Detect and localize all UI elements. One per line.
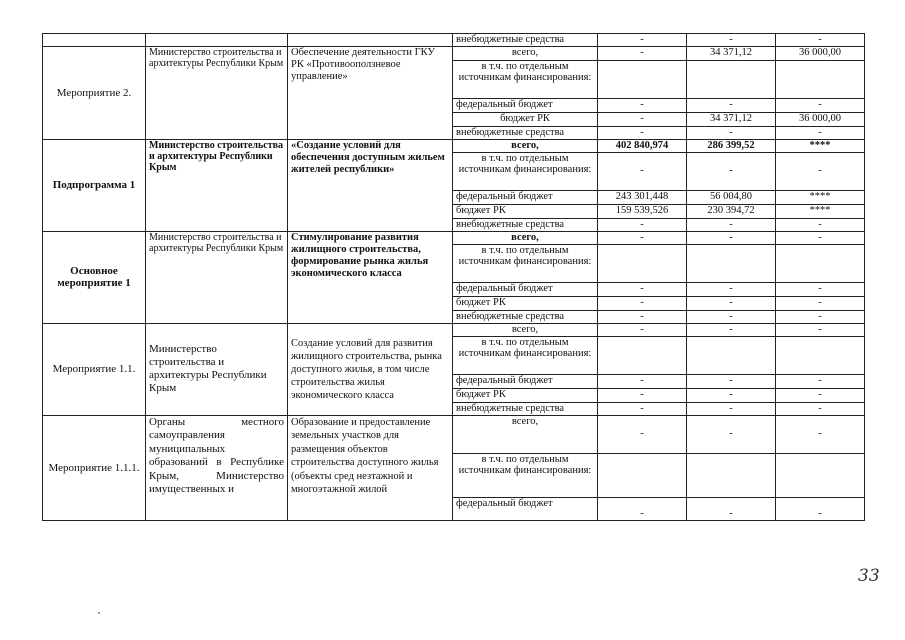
year-3-value: 36 000,00 xyxy=(776,46,865,60)
group-name: Основное мероприятие 1 xyxy=(43,231,146,323)
source-label: федеральный бюджет xyxy=(453,98,598,112)
year-3-value: - xyxy=(776,218,865,231)
year-2-value: - xyxy=(687,218,776,231)
event-title: Образование и предоставление земельных участков для размещения объектов строительства доступного жилья (объекты сред незтажной и многоэтажной жилой xyxy=(288,415,453,520)
year-1-value: - xyxy=(598,218,687,231)
source-label: бюджет РК xyxy=(453,112,598,126)
source-label: внебюджетные средства xyxy=(453,310,598,323)
source-label: внебюджетные средства xyxy=(453,34,598,47)
year-1-value: 243 301,448 xyxy=(598,190,687,204)
year-2-value: - xyxy=(687,374,776,388)
table-row xyxy=(43,139,865,152)
year-1-value xyxy=(598,60,687,98)
year-1-value: 159 539,526 xyxy=(598,204,687,218)
year-3-value: **** xyxy=(776,139,865,152)
year-3-value xyxy=(776,244,865,282)
year-2-value xyxy=(687,336,776,374)
source-label: в т.ч. по отдельным источникам финансирования: xyxy=(453,60,598,98)
year-1-value: - xyxy=(598,126,687,139)
source-label: бюджет РК xyxy=(453,296,598,310)
year-2-value: - xyxy=(687,497,776,520)
year-2-value: 56 004,80 xyxy=(687,190,776,204)
executor: Органы местного самоуправления муниципальных образований в Республике Крым, Министерство имущественных и xyxy=(146,415,288,520)
year-3-value: - xyxy=(776,231,865,244)
event-title: Обеспечение деятельности ГКУ РК «Противооползневое управление» xyxy=(288,46,453,139)
group-name: Мероприятие 1.1.1. xyxy=(43,415,146,520)
year-1-value: - xyxy=(598,282,687,296)
year-1-value: - xyxy=(598,231,687,244)
source-label: внебюджетные средства xyxy=(453,402,598,415)
source-label: в т.ч. по отдельным источникам финансирования: xyxy=(453,453,598,497)
year-2-value: - xyxy=(687,126,776,139)
year-1-value xyxy=(598,336,687,374)
source-label: всего, xyxy=(453,231,598,244)
year-1-value xyxy=(598,453,687,497)
source-label: всего, xyxy=(453,46,598,60)
source-label: федеральный бюджет xyxy=(453,497,598,520)
year-2-value: - xyxy=(687,402,776,415)
year-1-value: - xyxy=(598,152,687,190)
executor: Министерство строительства и архитектуры Республики Крым xyxy=(146,46,288,139)
executor-cell xyxy=(146,34,288,47)
year-2-value: 34 371,12 xyxy=(687,46,776,60)
group-name: Подпрограмма 1 xyxy=(43,139,146,231)
source-label: бюджет РК xyxy=(453,388,598,402)
year-1-value: - xyxy=(598,497,687,520)
year-2-value: - xyxy=(687,388,776,402)
year-2-value: - xyxy=(687,296,776,310)
year-2-value: - xyxy=(687,152,776,190)
year-3-value: - xyxy=(776,415,865,453)
executor: Министерство строительства и архитектуры Республики Крым xyxy=(146,231,288,323)
table-row xyxy=(43,323,865,336)
year-2-value: - xyxy=(687,310,776,323)
source-label: федеральный бюджет xyxy=(453,282,598,296)
year-1-value: - xyxy=(598,46,687,60)
year-3-value: - xyxy=(776,374,865,388)
year-1-value: - xyxy=(598,112,687,126)
table-row xyxy=(43,415,865,453)
year-1-value: - xyxy=(598,415,687,453)
year-1-value: - xyxy=(598,402,687,415)
source-label: внебюджетные средства xyxy=(453,126,598,139)
year-1-value: - xyxy=(598,296,687,310)
year-2-value: - xyxy=(687,323,776,336)
year-3-value: 36 000,00 xyxy=(776,112,865,126)
year-3-value: - xyxy=(776,152,865,190)
year-1-value xyxy=(598,244,687,282)
table-row xyxy=(43,231,865,244)
year-2-value xyxy=(687,244,776,282)
year-2-value: 230 394,72 xyxy=(687,204,776,218)
year-1-value: - xyxy=(598,323,687,336)
event-title: Стимулирование развития жилищного строительства, формирование рынка жилья экономического класса xyxy=(288,231,453,323)
year-3-value xyxy=(776,453,865,497)
year-3-value: - xyxy=(776,296,865,310)
year-1-value: - xyxy=(598,310,687,323)
year-3-value: **** xyxy=(776,204,865,218)
source-label: в т.ч. по отдельным источникам финансирования: xyxy=(453,336,598,374)
year-3-value: - xyxy=(776,34,865,47)
year-2-value: - xyxy=(687,282,776,296)
year-1-value: 402 840,974 xyxy=(598,139,687,152)
event-title: Создание условий для развития жилищного строительства, рынка доступного жилья, в том числе строительства жилья экономического класса xyxy=(288,323,453,415)
group-name: Мероприятие 2. xyxy=(43,46,146,139)
group-name-cell xyxy=(43,34,146,47)
year-1-value: - xyxy=(598,98,687,112)
year-2-value xyxy=(687,453,776,497)
executor: Министерство строительства и архитектуры Республики Крым xyxy=(146,139,288,231)
year-3-value xyxy=(776,60,865,98)
source-label: всего, xyxy=(453,415,598,453)
year-3-value: - xyxy=(776,388,865,402)
year-2-value: - xyxy=(687,231,776,244)
source-label: в т.ч. по отдельным источникам финансирования: xyxy=(453,152,598,190)
source-label: в т.ч. по отдельным источникам финансирования: xyxy=(453,244,598,282)
table-row xyxy=(43,34,865,47)
year-3-value: - xyxy=(776,402,865,415)
year-2-value: - xyxy=(687,98,776,112)
year-2-value: - xyxy=(687,415,776,453)
source-label: федеральный бюджет xyxy=(453,374,598,388)
year-2-value: 286 399,52 xyxy=(687,139,776,152)
year-1-value: - xyxy=(598,34,687,47)
source-label: бюджет РК xyxy=(453,204,598,218)
source-label: всего, xyxy=(453,139,598,152)
year-2-value xyxy=(687,60,776,98)
scan-artifact xyxy=(98,612,100,614)
year-2-value: - xyxy=(687,34,776,47)
source-label: федеральный бюджет xyxy=(453,190,598,204)
page-number: 33 xyxy=(858,566,880,586)
year-3-value xyxy=(776,336,865,374)
year-2-value: 34 371,12 xyxy=(687,112,776,126)
event-title: «Создание условий для обеспечения доступным жильем жителей республики» xyxy=(288,139,453,231)
year-3-value: - xyxy=(776,282,865,296)
table-row xyxy=(43,46,865,60)
title-cell xyxy=(288,34,453,47)
budget-table xyxy=(42,33,865,521)
year-3-value: - xyxy=(776,310,865,323)
executor: Министерство строительства и архитектуры Республики Крым xyxy=(146,323,288,415)
group-name: Мероприятие 1.1. xyxy=(43,323,146,415)
source-label: внебюджетные средства xyxy=(453,218,598,231)
year-3-value: - xyxy=(776,126,865,139)
year-3-value: **** xyxy=(776,190,865,204)
year-3-value: - xyxy=(776,98,865,112)
source-label: всего, xyxy=(453,323,598,336)
year-3-value: - xyxy=(776,497,865,520)
year-1-value: - xyxy=(598,374,687,388)
year-3-value: - xyxy=(776,323,865,336)
year-1-value: - xyxy=(598,388,687,402)
